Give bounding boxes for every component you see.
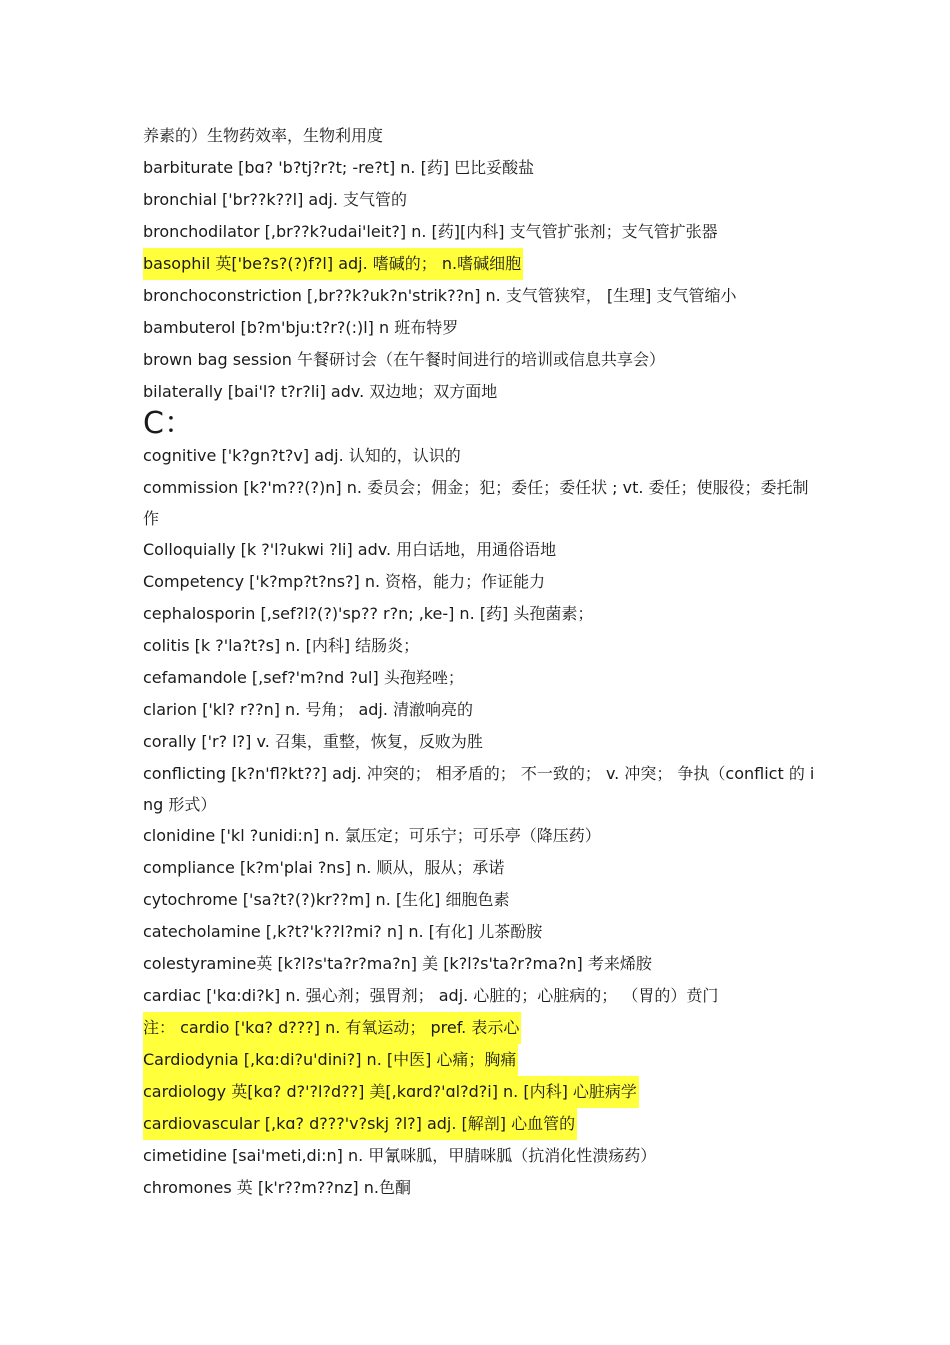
entry-text: compliance [k?m'plai ?ns] n. 顺从，服从；承诺: [143, 858, 505, 877]
highlighted-entry-text: cardiovascular [,kɑ? d???'v?skj ?l?] adj. [解剖] 心血管的: [143, 1108, 577, 1140]
entry-line-highlighted: [143, 1108, 815, 1140]
entry-text: catecholamine [,k?t?'k??l?mi? n] n. [有化] 儿茶酚胺: [143, 922, 543, 941]
entry-text: barbiturate [bɑ? 'b?tj?r?t; -re?t] n. [药] 巴比妥酸盐: [143, 158, 535, 177]
entry-line-highlighted: [143, 248, 815, 280]
entry-line: [143, 152, 815, 184]
entry-line: [143, 376, 815, 408]
entry-line: [143, 598, 815, 630]
entry-line-wrapped: [143, 758, 815, 820]
entry-line: [143, 566, 815, 598]
highlighted-entry-text: basophil 英['be?s?(?)f?l] adj. 嗜碱的； n.嗜碱细胞: [143, 248, 523, 280]
entry-line: [143, 726, 815, 758]
entry-line: [143, 216, 815, 248]
entry-text: colestyramine英 [k?l?s'ta?r?ma?n] 美 [k?l?s'ta?r?ma?n] 考来烯胺: [143, 954, 652, 973]
entry-line: [143, 344, 815, 376]
entry-line-highlighted: [143, 1012, 815, 1044]
entry-line-highlighted: [143, 1076, 815, 1108]
entry-text: cognitive ['k?gn?t?v] adj. 认知的，认识的: [143, 446, 461, 465]
entry-text: bronchoconstriction [,br??k?uk?n'strik??n] n. 支气管狭窄， [生理] 支气管缩小: [143, 286, 737, 305]
entry-line: [143, 120, 815, 152]
entry-line: [143, 694, 815, 726]
entry-text: clarion ['kl? r??n] n. 号角； adj. 清澈响亮的: [143, 700, 474, 719]
entry-line: [143, 184, 815, 216]
entry-text: commission [k?'m??(?)n] n. 委员会；佣金；犯；委任；委任状 ; vt. 委任；使服役；委托制作: [143, 478, 809, 528]
entry-line: [143, 630, 815, 662]
entry-text: cardiac ['kɑ:di?k] n. 强心剂；强胃剂； adj. 心脏的；心脏病的； （胃的）贲门: [143, 986, 719, 1005]
entry-text: Colloquially [k ?'l?ukwi ?li] adv. 用白话地，用通俗语地: [143, 540, 557, 559]
entry-line: [143, 852, 815, 884]
highlighted-entry-text: 注： cardio ['kɑ? d???] n. 有氧运动； pref. 表示心: [143, 1012, 521, 1044]
entry-text: cimetidine [sai'meti,di:n] n. 甲氰咪胍，甲腈咪胍（抗消化性溃疡药）: [143, 1146, 657, 1165]
entry-line: [143, 440, 815, 472]
entry-text: corally ['r? l?] v. 召集，重整，恢复，反败为胜: [143, 732, 483, 751]
glossary-content: [143, 120, 815, 1204]
entry-line: [143, 534, 815, 566]
entry-line: [143, 312, 815, 344]
entry-text: conflicting [k?n'fl?kt??] adj. 冲突的； 相矛盾的； 不一致的； v. 冲突； 争执（conflict 的 ing 形式）: [143, 764, 815, 814]
highlighted-entry-text: Cardiodynia [,kɑ:di?u'dini?] n. [中医] 心痛；胸痛: [143, 1044, 518, 1076]
entry-text: cefamandole [,sef?'m?nd ?ul] 头孢羟唑；: [143, 668, 464, 687]
entry-text: cytochrome ['sa?t?(?)kr??m] n. [生化] 细胞色素: [143, 890, 510, 909]
entry-text: clonidine ['kl ?unidi:n] n. 氯压定；可乐宁；可乐亭（降压药）: [143, 826, 601, 845]
section-heading-c: C：: [143, 406, 194, 441]
entry-text: chromones 英 [k'r??m??nz] n.色酮: [143, 1178, 411, 1197]
entry-text: Competency ['k?mp?t?ns?] n. 资格，能力；作证能力: [143, 572, 546, 591]
entry-text: brown bag session 午餐研讨会（在午餐时间进行的培训或信息共享会）: [143, 350, 666, 369]
entry-line: [143, 1172, 815, 1204]
entry-line: [143, 1140, 815, 1172]
entry-text: colitis [k ?'la?t?s] n. [内科] 结肠炎；: [143, 636, 420, 655]
entry-line: [143, 884, 815, 916]
entry-text: 养素的）生物药效率，生物利用度: [143, 126, 384, 145]
entry-line-wrapped: [143, 472, 815, 534]
entry-line: [143, 820, 815, 852]
entry-text: cephalosporin [,sef?l?(?)'sp?? r?n; ,ke-] n. [药] 头孢菌素；: [143, 604, 594, 623]
entry-line: [143, 280, 815, 312]
entry-line: [143, 662, 815, 694]
entry-line: [143, 948, 815, 980]
entry-line: [143, 916, 815, 948]
entry-text: bilaterally [bai'l? t?r?li] adv. 双边地；双方面地: [143, 382, 498, 401]
highlighted-entry-text: cardiology 英[kɑ? d?'?l?d??] 美[,kɑrd?'ɑl?d?i] n. [内科] 心脏病学: [143, 1076, 639, 1108]
entry-text: bambuterol [b?m'bju:t?r?(:)l] n 班布特罗: [143, 318, 459, 337]
entry-text: bronchial ['br??k??l] adj. 支气管的: [143, 190, 407, 209]
entry-text: bronchodilator [,br??k?udai'leit?] n. [药][内科] 支气管扩张剂；支气管扩张器: [143, 222, 718, 241]
entry-line-highlighted: [143, 1044, 815, 1076]
entry-line: [143, 980, 815, 1012]
